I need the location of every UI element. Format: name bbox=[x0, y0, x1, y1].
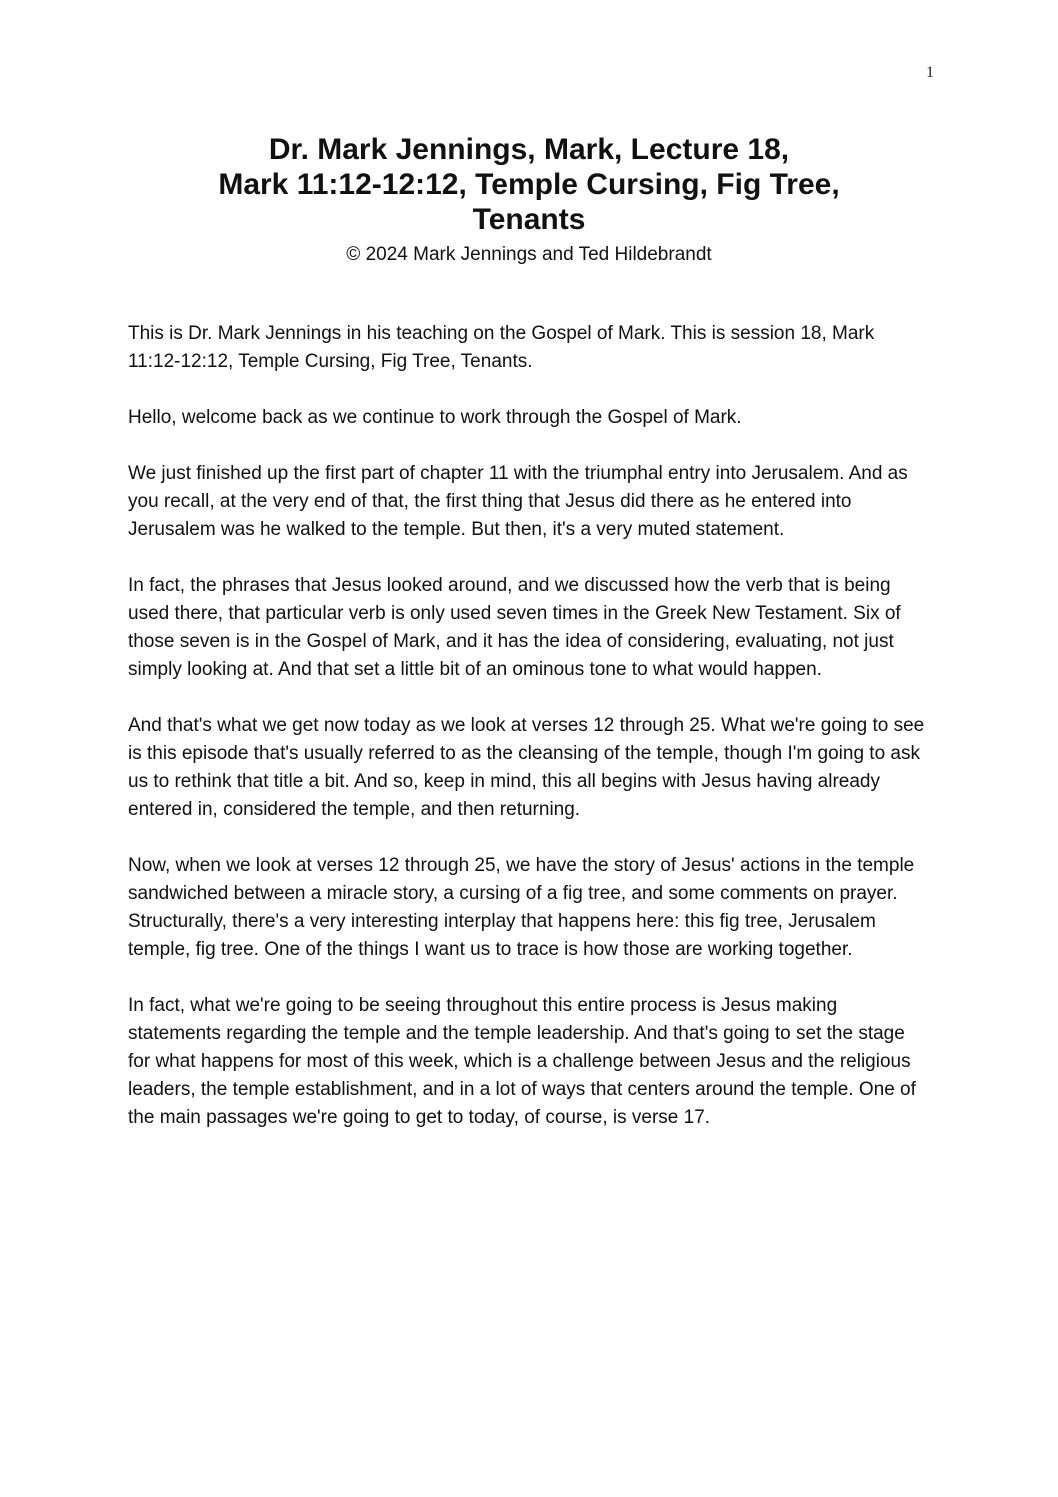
transcript-body bbox=[128, 320, 928, 1160]
paragraph-welcome: Hello, welcome back as we continue to work through the Gospel of Mark. bbox=[128, 407, 742, 428]
paragraph-looked-around: In fact, the phrases that Jesus looked around, and we discussed how the verb that is being used there, that particular verb is only used seven times in the Greek New Testament. Six of those seven is in the Gospel of Mark, and it has the idea of considering, evaluating, not just simply looking at. And that set a little bit of an ominous tone to what would happen. bbox=[128, 575, 901, 680]
page-title-line-3: Tenants bbox=[472, 203, 586, 236]
paragraph-temple-leadership: In fact, what we're going to be seeing throughout this entire process is Jesus making statements regarding the temple and the temple leadership. And that's going to set the stage for what happens for most of this week, which is a challenge between Jesus and the religious leaders, the temple establishment, and in a lot of ways that centers around the temple. One of the main passages we're going to get to today, of course, is verse 17. bbox=[128, 995, 916, 1128]
paragraph-intro: This is Dr. Mark Jennings in his teaching on the Gospel of Mark. This is session 18, Mark 11:12-12:12, Temple Cursing, Fig Tree, Tenants. bbox=[128, 323, 875, 372]
paragraph-triumphal-entry: We just finished up the first part of chapter 11 with the triumphal entry into Jerusalem. And as you recall, at the very end of that, the first thing that Jesus did there as he entered into Jerusalem was he walked to the temple. But then, it's a very muted statement. bbox=[128, 463, 908, 540]
page-title-line-1: Dr. Mark Jennings, Mark, Lecture 18, bbox=[268, 133, 790, 166]
paragraph-sandwich-structure: Now, when we look at verses 12 through 25, we have the story of Jesus' actions in the temple sandwiched between a miracle story, a cursing of a fig tree, and some comments on prayer. Structurally, there's a very interesting interplay that happens here: this fig tree, Jerusalem temple, fig tree. One of the things I want us to trace is how those are working together. bbox=[128, 855, 915, 960]
paragraph-verses-12-25: And that's what we get now today as we look at verses 12 through 25. What we're going to see is this episode that's usually referred to as the cleansing of the temple, though I'm going to ask us to rethink that title a bit. And so, keep in mind, this all begins with Jesus having already entered in, considered the temple, and then returning. bbox=[128, 715, 925, 820]
page-number: 1 bbox=[926, 64, 934, 81]
copyright-line: © 2024 Mark Jennings and Ted Hildebrandt bbox=[346, 244, 712, 265]
page-title-line-2: Mark 11:12-12:12, Temple Cursing, Fig Tree, bbox=[218, 168, 840, 201]
title-block bbox=[128, 132, 930, 267]
